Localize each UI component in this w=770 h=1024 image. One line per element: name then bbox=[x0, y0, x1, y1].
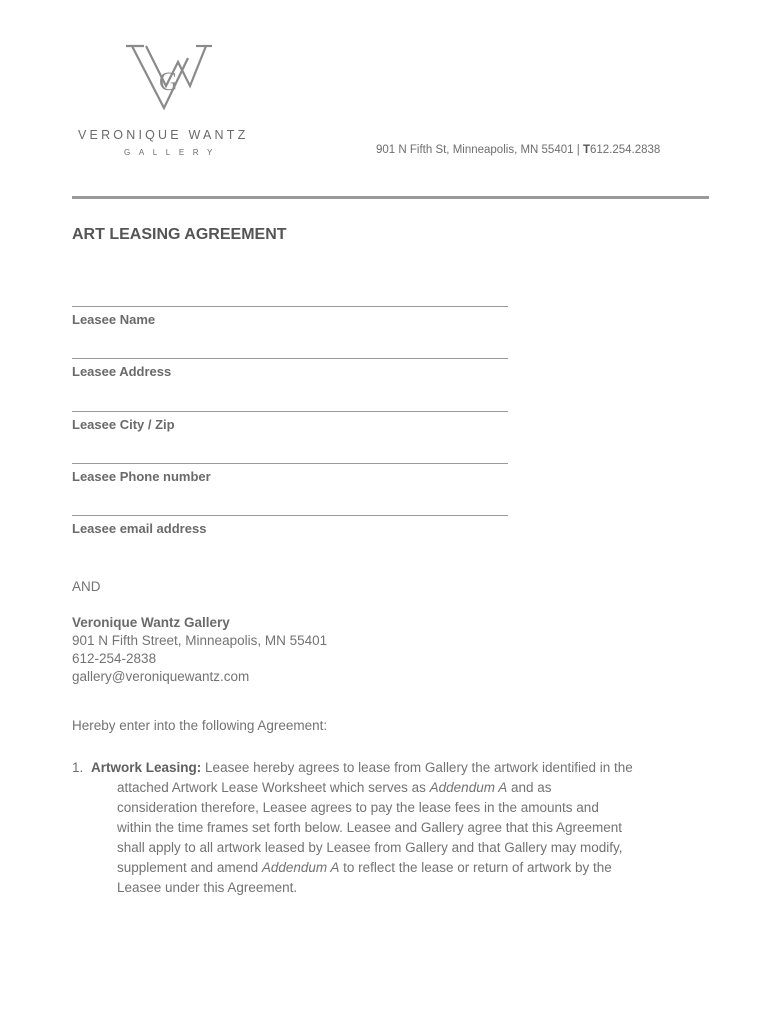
addendum-ref: Addendum A bbox=[429, 780, 508, 795]
addendum-ref: Addendum A bbox=[261, 860, 340, 875]
field-label: Leasee City / Zip bbox=[72, 417, 175, 432]
gallery-phone: 612.254.2838 bbox=[589, 144, 661, 156]
clause-artwork-leasing bbox=[72, 758, 692, 898]
clause-line: attached Artwork Lease Worksheet which serves as bbox=[117, 780, 430, 795]
leasee-email-field[interactable] bbox=[72, 515, 512, 536]
wg-monogram-icon bbox=[126, 44, 212, 110]
gallery-street: 901 N Fifth Street, Minneapolis, MN 55401 bbox=[72, 633, 328, 648]
field-label: Leasee email address bbox=[72, 521, 207, 536]
and-text: AND bbox=[72, 579, 101, 594]
gallery-address: 901 N Fifth St, Minneapolis, MN 55401 bbox=[376, 144, 574, 156]
clause-line: to reflect the lease or return of artwork by the bbox=[339, 860, 612, 875]
field-label: Leasee Phone number bbox=[72, 469, 211, 484]
document-title: ART LEASING AGREEMENT bbox=[72, 226, 287, 243]
clause-heading: Artwork Leasing: bbox=[91, 760, 202, 775]
clause-line: Leasee hereby agrees to lease from Gallery the artwork identified in the bbox=[205, 760, 633, 775]
header-divider bbox=[72, 196, 709, 199]
separator: | bbox=[576, 144, 580, 156]
clause-number: 1. bbox=[72, 760, 84, 775]
gallery-name: Veronique Wantz Gallery bbox=[72, 615, 230, 630]
leasee-address-field[interactable] bbox=[72, 358, 512, 379]
logo-monogram-g: G bbox=[159, 67, 178, 96]
clause-line: supplement and amend bbox=[117, 860, 262, 875]
brand-sub: GALLERY bbox=[124, 148, 221, 157]
clause-line: within the time frames set forth below. Leasee and Gallery agree that this Agreement bbox=[117, 820, 623, 835]
field-label: Leasee Address bbox=[72, 364, 172, 379]
leasee-city-zip-field[interactable] bbox=[72, 411, 512, 432]
brand-name: VERONIQUE WANTZ bbox=[78, 128, 249, 142]
blank-line bbox=[72, 515, 508, 516]
phone-prefix: T bbox=[582, 144, 590, 156]
gallery-phone-number: 612-254-2838 bbox=[72, 651, 157, 666]
header-address bbox=[376, 144, 660, 156]
field-label: Leasee Name bbox=[72, 312, 156, 327]
blank-line bbox=[72, 306, 508, 307]
intro-text: Hereby enter into the following Agreement: bbox=[72, 718, 328, 733]
blank-line bbox=[72, 463, 508, 464]
gallery-contact-block bbox=[72, 614, 327, 686]
gallery-email: gallery@veroniquewantz.com bbox=[72, 669, 250, 684]
blank-line bbox=[72, 411, 508, 412]
clause-line: Leasee under this Agreement. bbox=[117, 880, 298, 895]
blank-line bbox=[72, 358, 508, 359]
clause-line: shall apply to all artwork leased by Leasee from Gallery and that Gallery may modify, bbox=[117, 840, 623, 855]
leasee-name-field[interactable] bbox=[72, 306, 512, 327]
leasee-phone-field[interactable] bbox=[72, 463, 512, 484]
clause-line: and as bbox=[507, 780, 552, 795]
clause-line: consideration therefore, Leasee agrees to pay the lease fees in the amounts and bbox=[117, 800, 599, 815]
